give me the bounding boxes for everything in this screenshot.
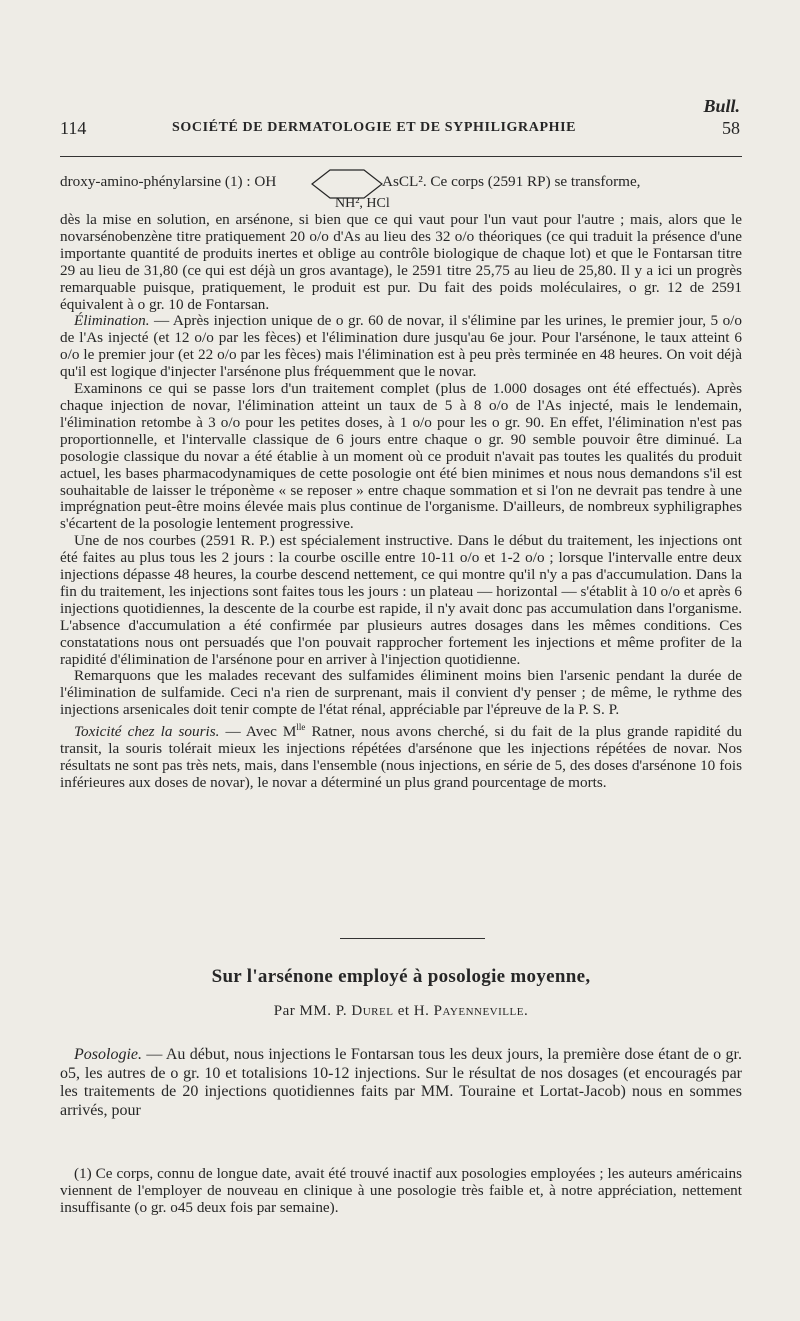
authors-suffix: . bbox=[523, 1003, 529, 1019]
footnote-text: (1) Ce corps, connu de longue date, avait été trouvé inactif aux posologies employées ; les auteurs américains viennent de l'employer de nouveau en clinique à une posologie très faible et, à notre appréciation, nettement insuffisante (o gr. o45 deux fois par semaine). bbox=[60, 1165, 742, 1216]
page-number-left: 114 bbox=[60, 118, 87, 138]
toxicite-label: Toxicité chez la souris. bbox=[74, 723, 220, 741]
author-durel: Durel bbox=[351, 1003, 394, 1019]
authors-mid: et H. bbox=[393, 1003, 434, 1019]
toxicite-text: Ratner, nous avons cherché, si du fait de la plus grande rapidité du transit, la souris tolérait mieux les injections répétées d'arsénone que les injections répétées de novar. Nos résultats ne sont pas très nets, mais, dans l'ensemble (nous injections, en série de 5, des doses d'arsénone 10 fois inférieures aux doses de novar), le novar a déterminé un plus grand pourcentage de morts. bbox=[60, 723, 742, 791]
posologie-label: Posologie. bbox=[74, 1046, 142, 1063]
formula-left: droxy-amino-phénylarsine (1) : OH bbox=[60, 173, 277, 190]
paragraph-arsenone: dès la mise en solution, en arsénone, si bien que ce qui vaut pour l'un vaut pour l'autre ; mais, alors que le novarsénobenzène titre pratiquement 20 o/o d'As au lieu des 32 o/o théoriques (ce qui traduit la présence d'une importante quantité de produits inertes et oblige au contrôle biologique de chaque lot) et que le Fontarsan titre 29 au lieu de 31,80 (ce qui est déjà un gros avantage), le 2591 titre 25,75 au lieu de 25,80. Il y a ici un progrès remarquable puisque, pratiquement, le produit est pur. Du fait des poids moléculaires, o gr. 12 de 2591 équivalent à o gr. 10 de Fontarsan. bbox=[60, 211, 742, 313]
page-header bbox=[60, 118, 742, 144]
elimination-text: — Après injection unique de o gr. 60 de novar, il s'élimine par les urines, le premier jour, 5 o/o de l'As injecté (et 12 o/o par les fèces) et l'élimination dure jusqu'au 6e jour. Pour l'arsénone, le taux atteint 6 o/o le premier jour (et 22 o/o par les fèces) mais l'élimination est à peu près terminée en 48 heures. On voit déjà qu'il est logique d'injecter l'arsénone plus fréquemment que le novar. bbox=[60, 312, 742, 381]
header-rule bbox=[60, 156, 742, 157]
running-title: SOCIÉTÉ DE DERMATOLOGIE ET DE SYPHILIGRAPHIE bbox=[172, 120, 577, 135]
body-text bbox=[60, 174, 742, 792]
paragraph-courbes: Une de nos courbes (2591 R. P.) est spécialement instructive. Dans le début du traitement, les injections ont été faites au plus tous les 2 jours : la courbe oscille entre 10-11 o/o et 1-2 o/o ; lorsque l'intervalle entre deux injections dépasse 48 heures, la courbe descend nettement, ce qui montre qu'il n'y a pas d'accumulation. Dans la fin du traitement, les injections sont faites tous les jours : un plateau — horizontal — s'établit à 10 o/o et après 6 injections quotidiennes, la descente de la courbe est rapide, il n'y avait donc pas accumulation dans l'organisme. L'absence d'accumulation a été confirmée par plusieurs autres dosages dans les mêmes conditions. Ces constatations nous ont persuadés que l'on pouvait rapprocher fortement les injections et même profiter de la rapidité d'élimination de l'arsénone pour en arriver à l'injection quotidienne. bbox=[60, 532, 742, 668]
article-authors bbox=[60, 1003, 742, 1020]
formula-substituent: NH², HCl bbox=[335, 196, 390, 211]
paragraph-sulfamides: Remarquons que les malades recevant des sulfamides éliminent moins bien l'arsenic pendant la durée de l'élimination de sulfamide. Ceci n'a rien de surprenant, mais il convient d'y penser ; de même, le rythme des injections arsenicales doit tenir compte de l'état rénal, appréciable par l'épreuve de la P. S. P. bbox=[60, 667, 742, 719]
paragraph-elimination bbox=[60, 313, 742, 381]
page-number-right: 58 bbox=[722, 118, 740, 138]
article-title: Sur l'arsénone employé à posologie moyenne, bbox=[211, 966, 591, 987]
journal-tag: Bull. bbox=[703, 96, 740, 116]
toxicite-text-before: — Avec M bbox=[219, 723, 297, 741]
posologie-text: — Au début, nous injections le Fontarsan tous les deux jours, la première dose étant de o gr. o5, les autres de o gr. 10 et totalisions 10-12 injections. Sur le résultat de nos dosages (et encouragés par les traitements de 20 injections quotidiennes faits par MM. Touraine et Lortat-Jacob) nous en sommes arrivés, pour bbox=[60, 1046, 742, 1119]
paragraph-posologie bbox=[60, 1046, 742, 1120]
page bbox=[60, 0, 742, 1321]
author-payenneville: Payenneville bbox=[433, 1003, 524, 1019]
authors-prefix: Par MM. P. bbox=[273, 1003, 352, 1019]
formula-right: AsCL². Ce corps (2591 RP) se transforme, bbox=[382, 173, 641, 190]
section-rule bbox=[340, 938, 485, 939]
paragraph-examinons: Examinons ce qui se passe lors d'un traitement complet (plus de 1.000 dosages ont été effectués). Après chaque injection de novar, l'élimination atteint un taux de 5 à 8 o/o de l'As injecté, mais le lendemain, l'élimination retombe à 3 o/o pour les petites doses, à 1 o/o pour les o gr. 90. En effet, l'élimination n'est pas proportionnelle, et l'intervalle classique de 6 jours entre chaque o gr. 90 semble pouvoir être diminué. La posologie classique du novar a été établie à un moment où ce produit n'avait pas toutes les qualités du produit actuel, les bases pharmacodynamiques de cette posologie ont été bien minimes et nous nous demandons s'il est souhaitable de laisser le tréponème « se reposer » entre chaque sommation et si l'on ne devrait pas tendre à une imprégnation peut-être moins élevée mais plus continue de l'organisme. D'ailleurs, de nombreux syphiligraphes s'écartent de la posologie lentement progressive. bbox=[60, 380, 742, 533]
paragraph-toxicite bbox=[60, 719, 742, 792]
formula-line bbox=[60, 174, 742, 196]
footnote bbox=[60, 1166, 742, 1216]
elimination-label: Élimination. bbox=[74, 312, 150, 330]
article-body bbox=[60, 1046, 742, 1120]
toxicite-sup: lle bbox=[296, 722, 306, 733]
